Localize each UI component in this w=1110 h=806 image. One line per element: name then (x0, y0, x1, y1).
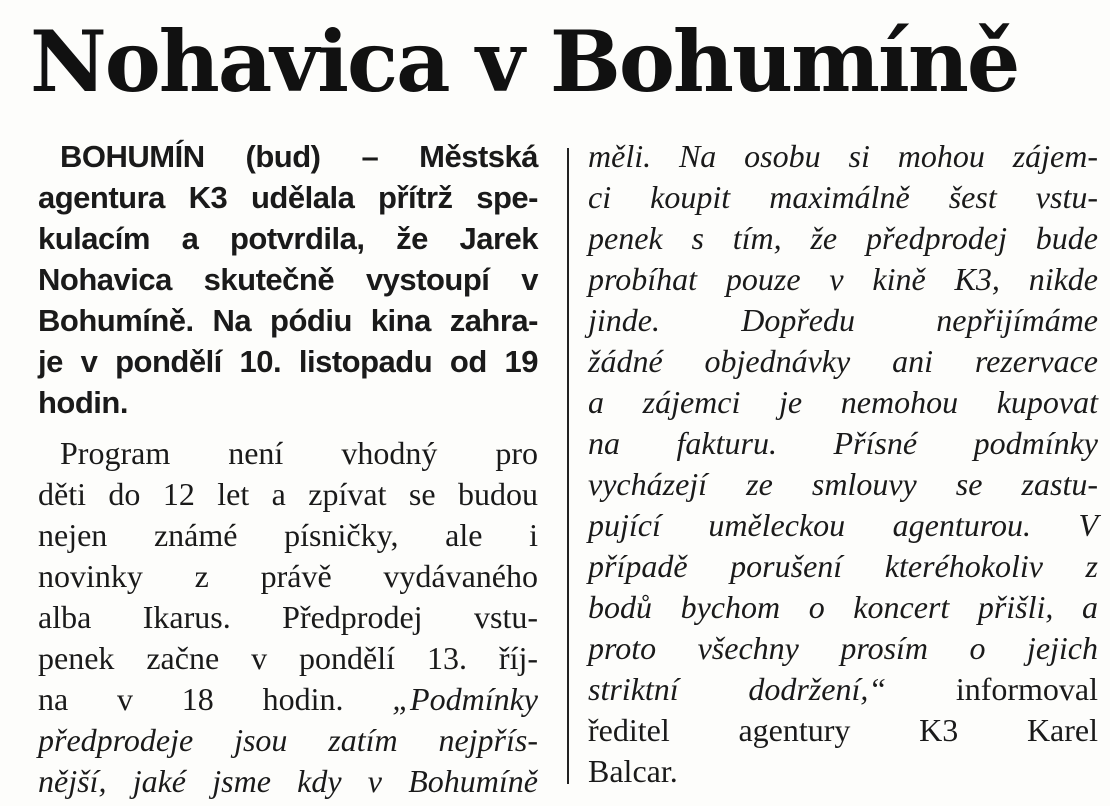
paragraph-gap (38, 423, 538, 433)
body-line: Balcar. (588, 753, 678, 789)
body-line: penek s tím, že předprodej bude (588, 220, 1098, 256)
body-line: novinky z právě vydávaného (38, 558, 538, 594)
body-line: nější, jaké jsme kdy v Bohumíně (38, 763, 538, 799)
lead-line: Bohumíně. Na pódiu kina zahra- (38, 303, 538, 338)
body-line-plain-part: informoval (886, 671, 1098, 707)
lead-paragraph (38, 136, 538, 423)
body-line: děti do 12 let a zpívat se budou (38, 476, 538, 512)
body-line: a zájemci je nemohou kupovat (588, 384, 1098, 420)
headline: Nohavica v Bohumíně (30, 12, 1019, 111)
body-line: alba Ikarus. Předprodej vstu- (38, 599, 538, 635)
body-line-italic-part: striktní dodržení,“ (588, 671, 887, 707)
body-line-italic-part: „Podmínky (392, 681, 538, 717)
body-line: probíhat pouze v kině K3, nikde (588, 261, 1098, 297)
lead-line: agentura K3 udělala přítrž spe- (38, 180, 538, 215)
lead-line: Nohavica skutečně vystoupí v (38, 262, 538, 297)
body-line: případě porušení kteréhokoliv z (588, 548, 1098, 584)
body-line: žádné objednávky ani rezervace (588, 343, 1098, 379)
body-line: bodů bychom o koncert přišli, a (588, 589, 1098, 625)
left-column (38, 136, 538, 802)
body-line-mixed (38, 679, 538, 720)
body-line-plain-part: na v 18 hodin. (38, 681, 393, 717)
body-line: ci koupit maximálně šest vstu- (588, 179, 1098, 215)
lead-line: je v pondělí 10. listopadu od 19 (38, 344, 538, 379)
body-line: pující uměleckou agenturou. V (588, 507, 1098, 543)
body-paragraph-left (38, 433, 538, 802)
body-line: ředitel agentury K3 Karel (588, 712, 1098, 748)
right-column (588, 136, 1098, 792)
body-line: předprodeje jsou zatím nejpřís- (38, 722, 538, 758)
lead-line: kulacím a potvrdila, že Jarek (38, 221, 538, 256)
body-line: Program není vhodný pro (60, 435, 538, 471)
body-line: měli. Na osobu si mohou zájem- (588, 138, 1098, 174)
body-line: nejen známé písničky, ale i (38, 517, 538, 553)
body-line: penek začne v pondělí 13. říj- (38, 640, 538, 676)
body-line: jinde. Dopředu nepřijímáme (588, 302, 1098, 338)
body-line-mixed (588, 669, 1098, 710)
body-line: proto všechny prosím o jejich (588, 630, 1098, 666)
lead-line: hodin. (38, 385, 128, 420)
column-divider (567, 148, 569, 784)
lead-line: BOHUMÍN (bud) – Městská (60, 139, 538, 174)
body-line: na fakturu. Přísné podmínky (588, 425, 1098, 461)
body-line: vycházejí ze smlouvy se zastu- (588, 466, 1098, 502)
